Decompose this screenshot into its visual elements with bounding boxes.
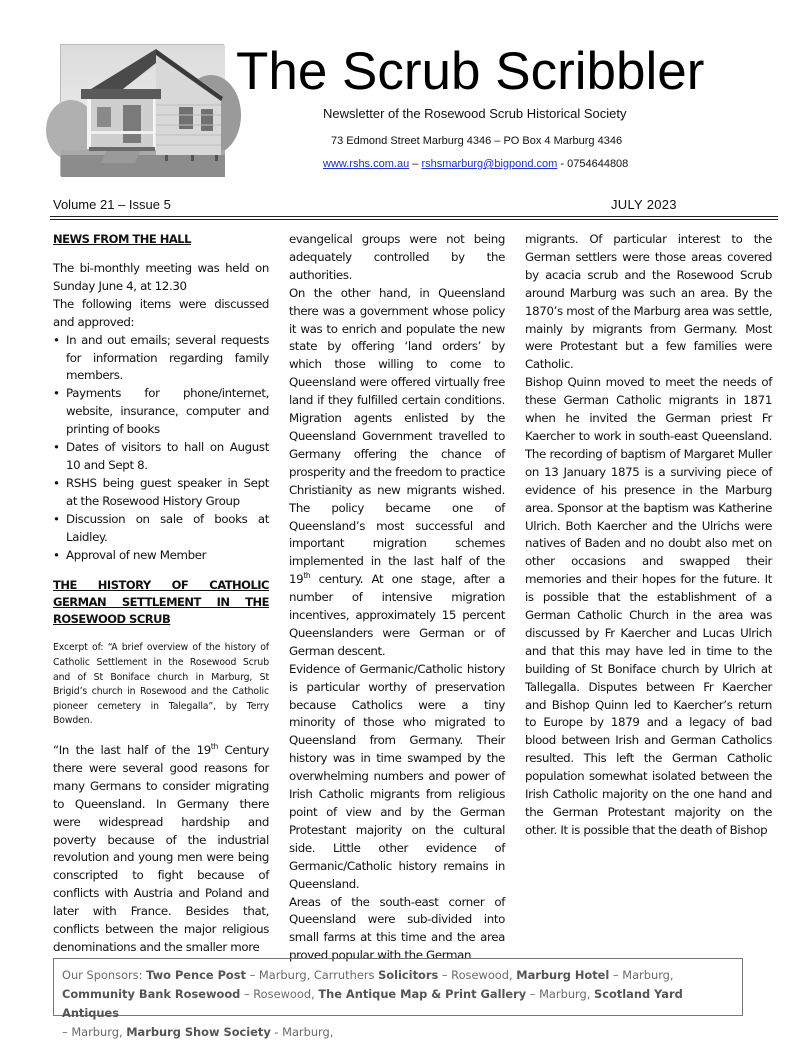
history-paragraph-7: Bishop Quinn moved to meet the needs of these German Catholic migrants in 1871 when he invited the German priest Fr Kaercher to work in south-east Queensland. The recording of baptism of Margaret Muller on 13 January 1875 is a surviving piece of evidence of his presence in the Marburg area. Sponsor at the baptism was Katherine Ulrich. Both Kaercher and the Ulrichs were natives of Baden and no doubt also met on other occasions and swapped their memories and their hopes for the future. It is possible that the establishment of a German Catholic Church in the area was discussed by Fr Kaercher and Lucas Ulrich and that this may have led in time to the building of St Boniface church by Ulrich at Tallegalla. Disputes between Fr Kaercher and Bishop Quinn led to Kaercher’s return to Europe by 1879 and a legacy of bad blood between Irish and German Catholics resulted. This left the German Catholic population somewhat isolated between the Irish Catholic majority on the one hand and the German Protestant majority on the other. It is possible that the death of Bishop bbox=[525, 375, 772, 837]
column-3 bbox=[525, 231, 772, 840]
news-intro: The bi-monthly meeting was held on Sunday June 4, at 12.30 bbox=[53, 261, 269, 293]
contact-separator: – bbox=[409, 158, 422, 170]
sponsor-name: Two Pence Post bbox=[146, 968, 246, 982]
sponsor-name: Scotland Yard Antiques bbox=[62, 987, 683, 1020]
header-photo bbox=[60, 44, 224, 176]
news-item: • In and out emails; several requests for information regarding family members. bbox=[53, 332, 269, 386]
phone-number: - 0754644808 bbox=[557, 158, 629, 170]
history-paragraph-5: Areas of the south-east corner of Queensland were sub-divided into small farms at this time and the area proved popular with the German bbox=[289, 894, 505, 963]
news-item: • Approval of new Member bbox=[53, 547, 269, 565]
news-heading: NEWS FROM THE HALL bbox=[53, 232, 191, 246]
news-item: • Payments for phone/internet, website, insurance, computer and printing of books bbox=[53, 385, 269, 439]
volume-issue: Volume 21 – Issue 5 bbox=[53, 197, 171, 212]
sponsor-name: The Antique Map & Print Gallery bbox=[318, 987, 527, 1001]
history-paragraph-6: migrants. Of particular interest to the German settlers were those areas covered by acacia scrub and the Rosewood Scrub around Marburg was such an area. By the 1870’s most of the Marburg area was settle, mainly by migrants from Germany. Most were Protestant but a few families were Catholic. bbox=[525, 232, 772, 372]
history-paragraph-4: Evidence of Germanic/Catholic history is particular worthy of preservation because Catholics were a tiny minority of those who migrated to Queensland from Germany. Their history was in time swamped by the overwhelming numbers and power of Irish Catholic migrants from religious point of view and by the German Protestant majority on the cultural side. Little other evidence of Germanic/Catholic history remains in Queensland. bbox=[289, 661, 505, 891]
news-item: • RSHS being guest speaker in Sept at the Rosewood History Group bbox=[53, 475, 269, 511]
contact-line bbox=[323, 158, 628, 170]
sponsor-name: Community Bank Rosewood bbox=[62, 987, 241, 1001]
society-address: 73 Edmond Street Marburg 4346 – PO Box 4 Marburg 4346 bbox=[331, 135, 623, 147]
issue-date: JULY 2023 bbox=[611, 197, 677, 212]
email-link[interactable]: rshsmarburg@bigpond.com bbox=[421, 158, 558, 170]
news-lead: The following items were discussed and approved: bbox=[53, 296, 269, 329]
history-excerpt: Excerpt of: “A brief overview of the history of Catholic Settlement in the Rosewood Scrub and of St Boniface church in Marburg, St Brigid’s church in Rosewood and the Catholic pioneer cemetery in Talegalla”, by Terry Bowden. bbox=[53, 642, 269, 727]
history-heading: THE HISTORY OF CATHOLIC GERMAN SETTLEMENT IN THE ROSEWOOD SCRUB bbox=[53, 578, 269, 627]
history-paragraph-1: “In the last half of the 19th Century there were several good reasons for many Germans to consider migrating to Queensland. In Germany there were widespread hardship and poverty because of the industrial revolution and young men were being conscripted to fight because of conflicts with Austria and Poland and later with France. Besides that, conflicts between the major religious denominations and the smaller more bbox=[53, 742, 269, 954]
header-rule-bottom bbox=[50, 219, 778, 220]
column-2 bbox=[289, 231, 505, 965]
sponsors-box: Our Sponsors: Two Pence Post – Marburg, Carruthers Solicitors – Rosewood, Marburg Hotel – Marburg, Community Bank Rosewood – Rosewood, The Antique Map & Print Gallery – Marburg, Scotland Yard Antiques – Marburg, Marburg Show Society - Marburg, bbox=[53, 958, 743, 1016]
sponsor-name: Marburg Show Society bbox=[126, 1025, 271, 1039]
sponsor-name: Marburg Hotel bbox=[516, 968, 610, 982]
news-item: • Dates of visitors to hall on August 10 and Sept 8. bbox=[53, 439, 269, 475]
sponsors-label: Our Sponsors: bbox=[62, 968, 147, 982]
newsletter-title: The Scrub Scribbler bbox=[236, 42, 705, 101]
hall-illustration bbox=[61, 45, 225, 177]
column-1 bbox=[53, 231, 269, 957]
history-paragraph-3: On the other hand, in Queensland there was a government whose policy it was to enrich and populate the new state by offering ‘land orders’ by which those willing to come to Queensland were offered virtually free land if they fulfilled certain conditions. Migration agents enlisted by the Queensland Government travelled to Germany offering the chance of prosperity and the freedom to practice Christianity as new migrants wished. The policy became one of Queensland’s most successful and important migration schemes implemented in the last half of the 19th century. At one stage, after a number of intensive migration incentives, approximately 15 percent Queenslanders were German or of German descent. bbox=[289, 285, 505, 658]
history-paragraph-2: evangelical groups were not being adequately controlled by the authorities. bbox=[289, 232, 505, 282]
newsletter-subtitle: Newsletter of the Rosewood Scrub Historical Society bbox=[323, 106, 627, 121]
news-item: • Discussion on sale of books at Laidley. bbox=[53, 511, 269, 547]
website-link[interactable]: www.rshs.com.au bbox=[323, 158, 410, 170]
header-rule-top bbox=[50, 216, 778, 217]
sponsor-name: Solicitors bbox=[378, 968, 439, 982]
